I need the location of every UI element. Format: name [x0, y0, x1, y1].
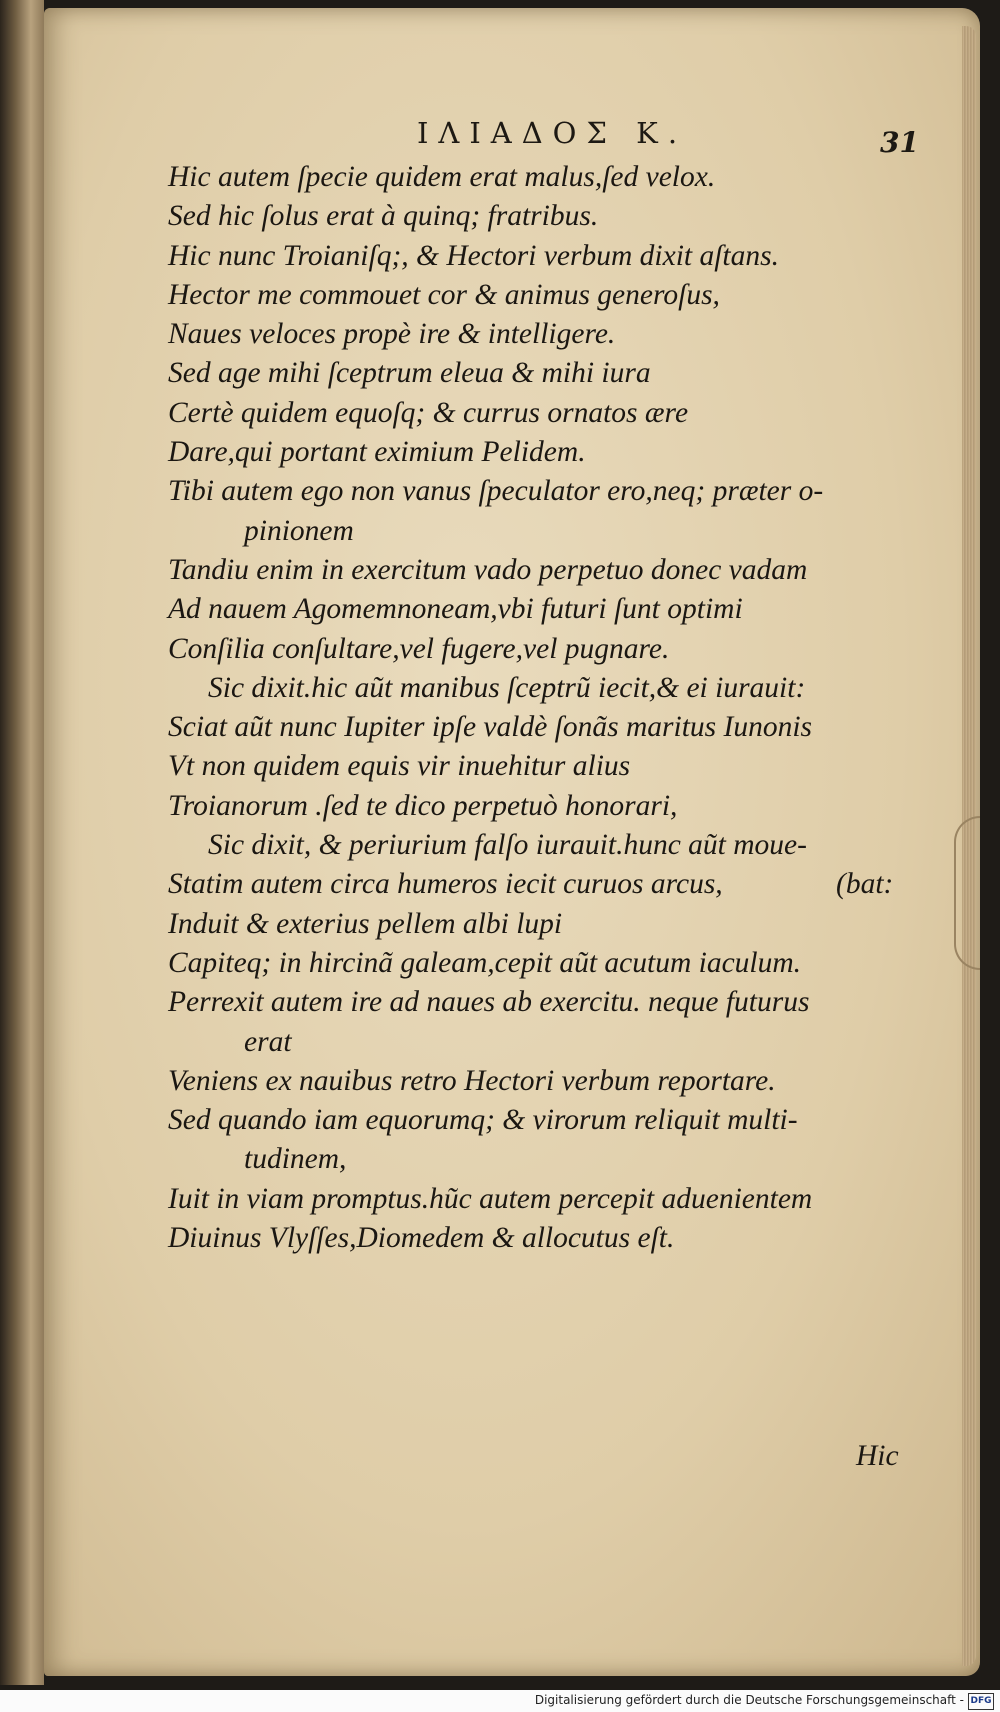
text-line: Statim autem circa humeros iecit curuos arcus, — [168, 868, 723, 901]
book-page — [44, 8, 980, 1676]
text-line: Sciat aũt nunc Iupiter ipſe valdè ſonãs maritus Iunonis — [168, 711, 813, 744]
text-line: Hic autem ſpecie quidem erat malus,ſed velox. — [168, 161, 716, 193]
page-number: 31 — [880, 126, 919, 159]
text-line: Induit & exterius pellem albi lupi — [168, 907, 563, 940]
text-line: Veniens ex nauibus retro Hectori verbum reportare. — [168, 1064, 776, 1097]
text-line: Iuit in viam promptus.hũc autem percepit aduenientem — [168, 1182, 813, 1215]
text-line: Hic nunc Troianiſq;, & Hectori verbum dixit aſtans. — [168, 239, 779, 272]
text-line: Hector me commouet cor & animus generoſus, — [168, 278, 720, 311]
text-line: Tibi autem ego non vanus ſpeculator ero,neq; præter o- — [168, 475, 824, 508]
text-line: Ad nauem Agomemnoneam,vbi futuri ſunt optimi — [168, 593, 743, 626]
text-line: Dare,qui portant eximium Pelidem. — [168, 436, 586, 469]
running-header — [44, 116, 980, 150]
text-line-with-note — [168, 865, 948, 904]
funding-credit: Digitalisierung gefördert durch die Deutsche Forschungsgemeinschaft - — [534, 1693, 964, 1707]
footer-bar — [0, 1690, 1000, 1712]
catchword: Hic — [856, 1440, 899, 1472]
left-page-edge — [0, 0, 44, 1685]
text-line: Naues veloces propè ire & intelligere. — [168, 318, 616, 351]
text-line: Sed age mihi ſceptrum eleua & mihi iura — [168, 357, 651, 390]
margin-note: (bat: — [836, 868, 894, 901]
text-line: Sic dixit, & periurium falſo iurauit.hunc aũt moue- — [208, 829, 807, 862]
text-line: Vt non quidem equis vir inuehitur alius — [168, 750, 631, 783]
text-line: Sed hic ſolus erat à quinq; fratribus. — [168, 200, 599, 233]
text-line: Conſilia conſultare,vel fugere,vel pugnare. — [168, 632, 670, 665]
text-line-continuation: tudinem, — [244, 1143, 347, 1176]
text-line-continuation: erat — [244, 1025, 292, 1058]
text-line: Sic dixit.hic aũt manibus ſceptrũ iecit,& ei iurauit: — [208, 671, 806, 704]
body-text — [168, 158, 948, 1258]
book-clasp — [954, 816, 980, 970]
running-title: ΙΛΙΑΔΟΣ Κ. — [416, 116, 688, 150]
text-line: Tandiu enim in exercitum vado perpetuo donec vadam — [168, 553, 808, 586]
text-line: Certè quidem equoſq; & currus ornatos ære — [168, 396, 689, 429]
text-line-continuation: pinionem — [244, 514, 354, 547]
text-line: Troianorum .ſed te dico perpetuò honorari, — [168, 789, 678, 822]
text-line: Sed quando iam equorumq; & virorum reliquit multi- — [168, 1104, 798, 1137]
dfg-logo-icon: DFG — [968, 1693, 994, 1710]
text-line: Diuinus Vlyſſes,Diomedem & allocutus eſt. — [168, 1222, 675, 1255]
text-line: Perrexit autem ire ad naues ab exercitu. neque futurus — [168, 986, 810, 1019]
text-line: Capiteq; in hircinã galeam,cepit aũt acutum iaculum. — [168, 946, 802, 979]
